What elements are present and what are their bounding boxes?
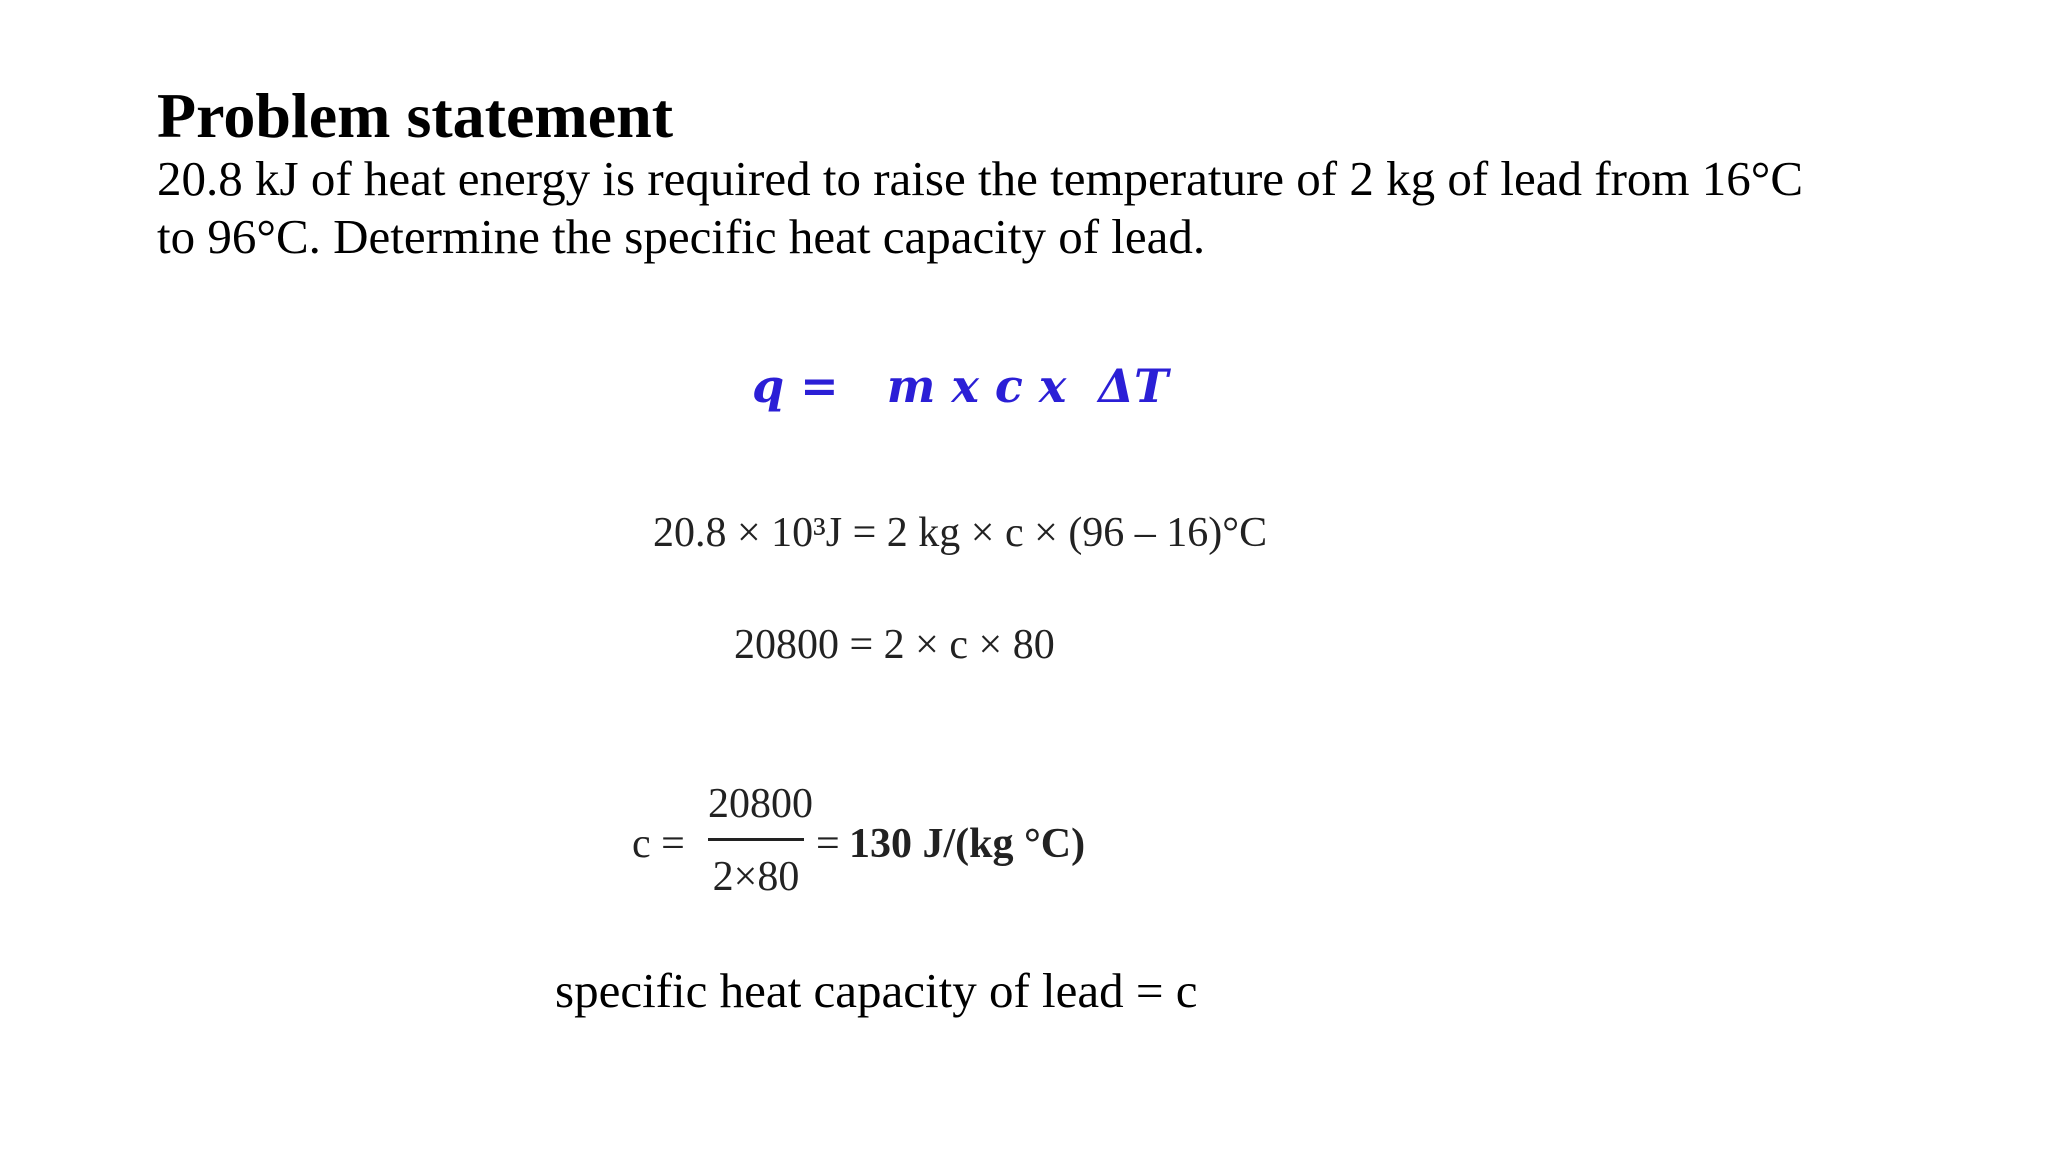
result-fraction [708, 778, 813, 903]
heat-formula: q = m x c x ΔT [752, 359, 1169, 413]
fraction-bar [708, 838, 804, 841]
conclusion: specific heat capacity of lead = c [555, 963, 1198, 1018]
statement-line-1: 20.8 kJ of heat energy is required to raise the temperature of 2 kg of lead from 16°C [157, 151, 1804, 206]
substitution-step: 20.8 × 10³J = 2 kg × c × (96 – 16)°C [653, 510, 1268, 556]
simplified-step: 20800 = 2 × c × 80 [734, 622, 1055, 668]
page-title: Problem statement [157, 80, 673, 151]
problem-statement [157, 150, 1937, 266]
result-equals: = [816, 821, 840, 867]
statement-line-2: to 96°C. Determine the specific heat capacity of lead. [157, 209, 1206, 264]
result-value: 130 J/(kg °C) [849, 821, 1086, 867]
fraction-denominator: 2×80 [712, 854, 800, 900]
result-lhs: c = [632, 821, 685, 867]
fraction-numerator: 20800 [708, 781, 813, 827]
